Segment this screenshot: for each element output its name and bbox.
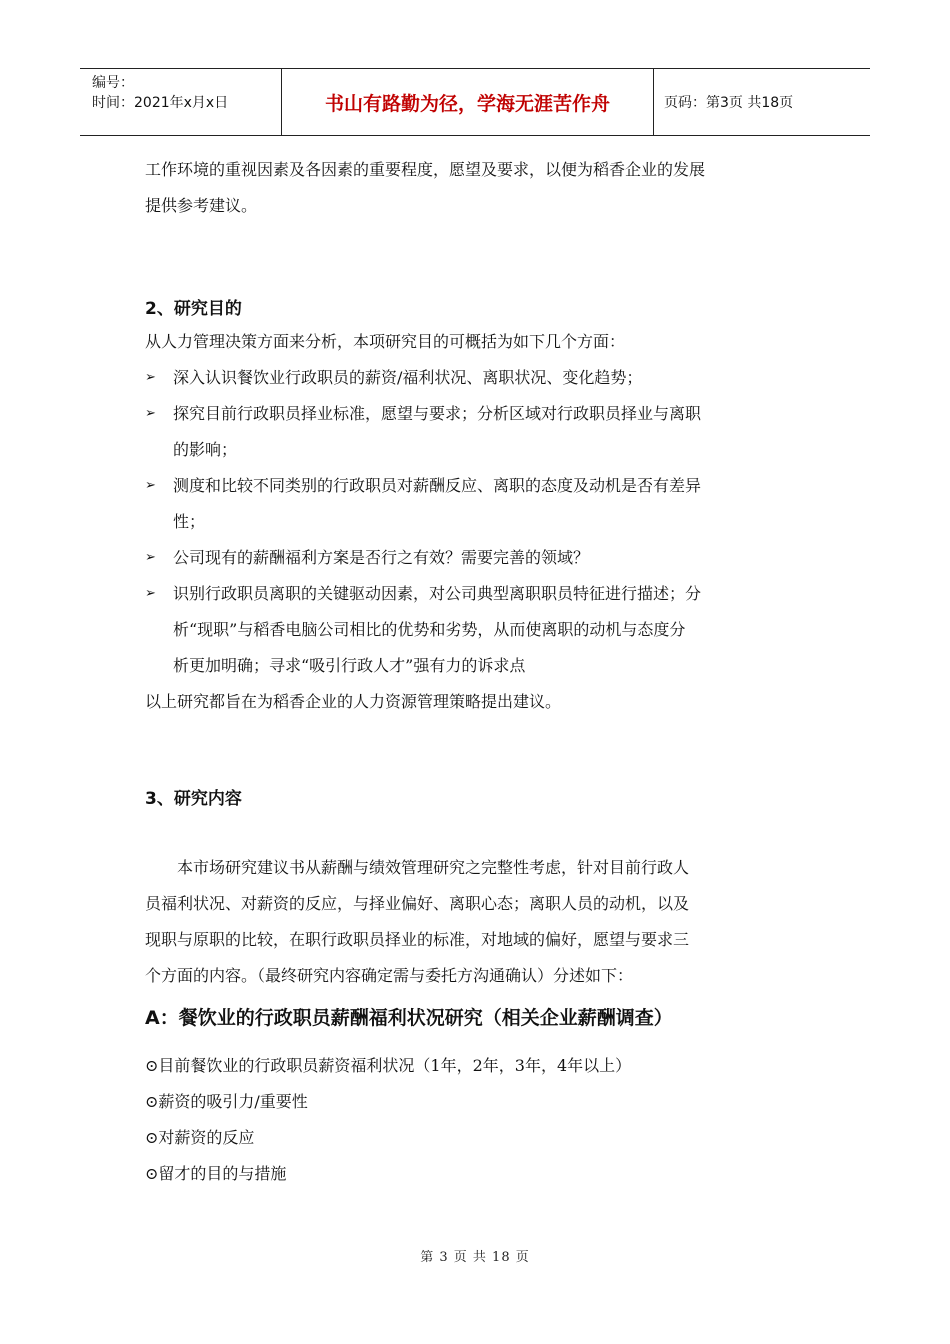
section-2-heading: 2、研究目的	[145, 299, 242, 319]
arrow-bullet-icon: ➢	[145, 586, 156, 601]
bullet-line: 探究目前行政职员择业标准，愿望与要求；分析区域对行政职员择业与离职	[173, 404, 702, 423]
bullet-item	[145, 360, 815, 396]
bullet-line: 析更加明确；寻求“吸引行政人才”强有力的诉求点	[173, 656, 526, 675]
page-body	[145, 152, 815, 1192]
circle-list-item: ⊙薪资的吸引力/重要性	[145, 1092, 308, 1111]
document-number-label: 编号：	[92, 75, 134, 91]
circle-list-item: ⊙目前餐饮业的行政职员薪资福利状况（1年，2年，3年，4年以上）	[145, 1056, 632, 1075]
circle-list-item: ⊙对薪资的反应	[145, 1128, 255, 1147]
page-header	[80, 68, 870, 136]
circle-list-item: ⊙留才的目的与措施	[145, 1164, 287, 1183]
intro-line: 工作环境的重视因素及各因素的重要程度，愿望及要求，以便为稻香企业的发展	[145, 160, 706, 179]
bullet-line: 析“现职”与稻香电脑公司相比的优势和劣势，从而使离职的动机与态度分	[173, 620, 686, 639]
bullet-line: 测度和比较不同类别的行政职员对薪酬反应、离职的态度及动机是否有差异	[173, 476, 702, 495]
section-3-paragraph-line: 本市场研究建议书从薪酬与绩效管理研究之完整性考虑，针对目前行政人	[177, 858, 690, 877]
section-3-heading: 3、研究内容	[145, 789, 242, 809]
document-time-label: 时间：2021年x月x日	[92, 95, 229, 111]
arrow-bullet-icon: ➢	[145, 370, 156, 385]
bullet-line: 的影响；	[173, 440, 238, 459]
bullet-line: 深入认识餐饮业行政职员的薪资/福利状况、离职状况、变化趋势；	[173, 368, 643, 387]
section-3-paragraph-line: 员福利状况、对薪资的反应，与择业偏好、离职心态；离职人员的动机，以及	[145, 894, 690, 913]
bullet-line: 性；	[173, 512, 206, 531]
section-2-lead: 从人力管理决策方面来分析，本项研究目的可概括为如下几个方面：	[145, 332, 626, 351]
intro-line: 提供参考建议。	[145, 196, 258, 215]
arrow-bullet-icon: ➢	[145, 478, 156, 493]
header-motto: 书山有路勤为径，学海无涯苦作舟	[282, 69, 654, 135]
arrow-bullet-icon: ➢	[145, 550, 156, 565]
bullet-item	[145, 576, 815, 684]
bullet-line: 公司现有的薪酬福利方案是否行之有效？需要完善的领域？	[173, 548, 590, 567]
section-3a-subheading: A：餐饮业的行政职员薪酬福利状况研究（相关企业薪酬调查）	[145, 1007, 673, 1029]
section-2-closing: 以上研究都旨在为稻香企业的人力资源管理策略提出建议。	[145, 692, 562, 711]
bullet-item	[145, 468, 815, 540]
bullet-item	[145, 396, 815, 468]
bullet-item	[145, 540, 815, 576]
bullet-line: 识别行政职员离职的关键驱动因素，对公司典型离职职员特征进行描述；分	[173, 584, 702, 603]
header-page-label: 页码：第3页 共18页	[664, 95, 794, 111]
section-3-paragraph-line: 个方面的内容。（最终研究内容确定需与委托方沟通确认）分述如下：	[145, 966, 634, 985]
arrow-bullet-icon: ➢	[145, 406, 156, 421]
section-3-paragraph-line: 现职与原职的比较，在职行政职员择业的标准，对地域的偏好，愿望与要求三	[145, 930, 690, 949]
header-meta-cell	[80, 69, 282, 135]
page-footer-number: 第 3 页 共 18 页	[420, 1250, 530, 1265]
